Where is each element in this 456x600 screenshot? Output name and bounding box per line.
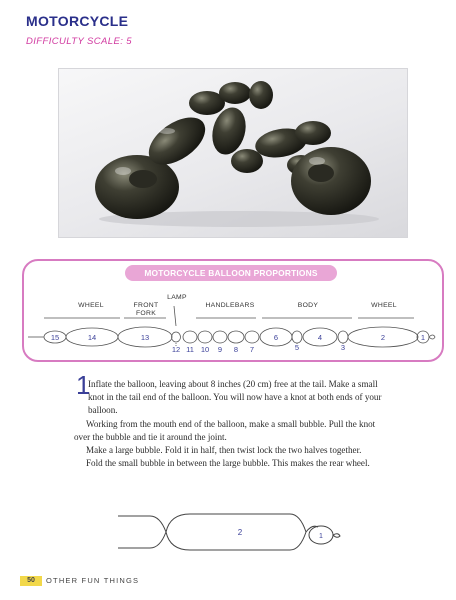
proportions-heading: MOTORCYCLE BALLOON PROPORTIONS [125, 265, 337, 281]
section-name: OTHER FUN THINGS [46, 576, 140, 585]
bubble-number: 13 [140, 333, 150, 342]
bubble-number: 15 [50, 333, 60, 342]
fold-big-bubble-number: 2 [237, 528, 243, 537]
label-wheel-rear: WHEEL [371, 302, 397, 309]
instruction-paragraph: Inflate the balloon, leaving about 8 inches (20 cm) free at the tail. Make a small knot in the tail end of the balloon. You will now have a knot at both ends of your balloon. [88, 379, 382, 416]
fold-small-bubble-number: 1 [319, 533, 323, 540]
difficulty-scale: DIFFICULTY SCALE: 5 [26, 36, 132, 47]
bubble-number: 4 [317, 333, 323, 342]
instruction-paragraph: Fold the small bubble in between the large bubble. This makes the rear wheel. [86, 458, 370, 469]
page-number: 50 [20, 576, 42, 586]
label-body: BODY [297, 302, 319, 309]
bubble-number: 14 [87, 333, 97, 342]
bubble-number: 1 [420, 333, 426, 342]
step-number: 1 [76, 370, 91, 400]
page-title: MOTORCYCLE [26, 13, 129, 29]
instruction-paragraph: Working from the mouth end of the balloon, make a small bubble. Pull the knot over the bubble and tie it around the joint. [74, 418, 376, 442]
bubble-number: 8 [233, 345, 239, 354]
bubble-number: 5 [294, 343, 300, 352]
instruction-paragraph: Make a large bubble. Fold it in half, then twist lock the two halves together. [86, 445, 362, 456]
label-front-fork-line1: FRONT [133, 302, 159, 309]
bubble-number: 11 [186, 345, 194, 354]
bubble-number: 3 [340, 343, 346, 352]
bubble-number: 12 [171, 345, 181, 354]
bubble-number: 6 [273, 333, 279, 342]
bubble-number: 10 [200, 345, 210, 354]
bubble-number: 2 [380, 333, 386, 342]
label-front-fork-line2: FORK [135, 310, 157, 317]
label-wheel-front: WHEEL [78, 302, 104, 309]
label-handlebars: HANDLEBARS [205, 302, 255, 309]
bubble-number: 7 [249, 345, 255, 354]
label-lamp: LAMP [167, 294, 187, 301]
bubble-number: 9 [217, 345, 223, 354]
